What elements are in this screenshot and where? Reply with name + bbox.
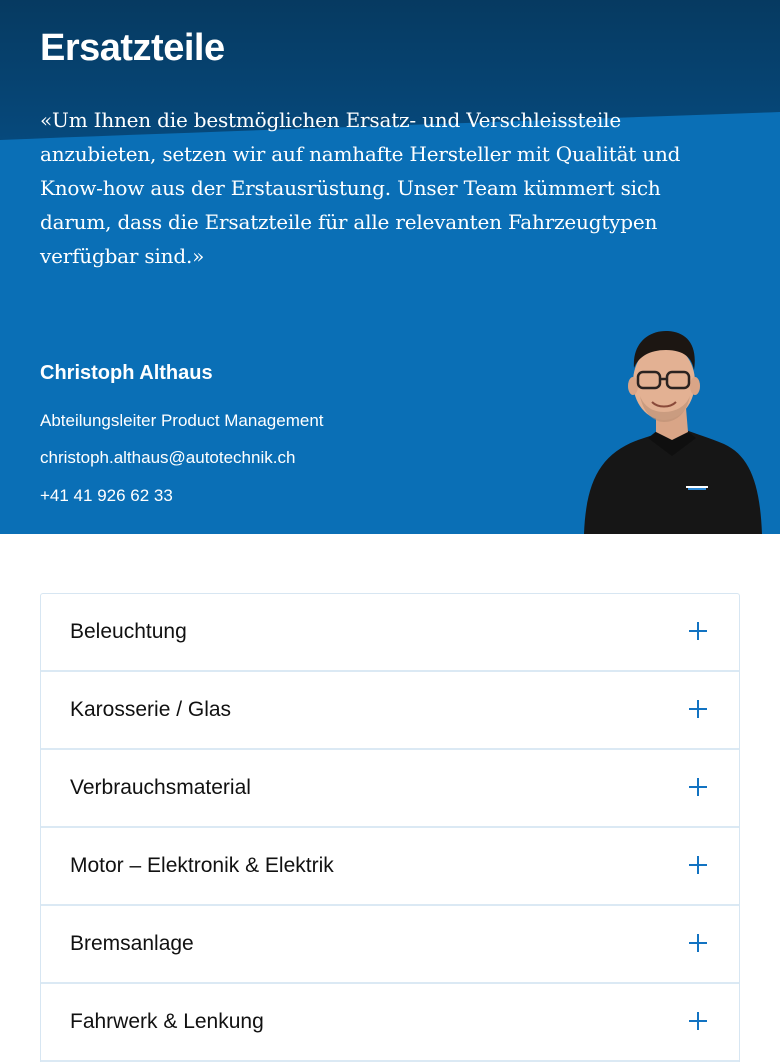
accordion-item-label: Beleuchtung bbox=[70, 620, 187, 643]
hero-quote: «Um Ihnen die bestmöglichen Ersatz- und Verschleissteile anzubieten, setzen wir auf namhafte Hersteller mit Qualität und Know-how aus der Erstausrüstung. Unser Team kümmert sich darum, dass die Ersatzteile für alle relevanten Fahrzeugtypen verfügbar sind.» bbox=[40, 108, 681, 268]
category-accordion bbox=[40, 593, 740, 1062]
accordion-item-verbrauchsmaterial[interactable] bbox=[41, 750, 739, 828]
contact-role: Abteilungsleiter Product Management bbox=[40, 411, 324, 430]
plus-icon[interactable] bbox=[689, 700, 707, 718]
plus-icon[interactable] bbox=[689, 622, 707, 640]
accordion-item-label: Bremsanlage bbox=[70, 932, 194, 955]
contact-email-link[interactable]: christoph.althaus@autotechnik.ch bbox=[40, 448, 296, 467]
accordion-item-karosserie-glas[interactable] bbox=[41, 672, 739, 750]
plus-icon[interactable] bbox=[689, 778, 707, 796]
plus-icon[interactable] bbox=[689, 856, 707, 874]
accordion-item-label: Verbrauchsmaterial bbox=[70, 776, 251, 799]
accordion-item-label: Fahrwerk & Lenkung bbox=[70, 1010, 264, 1033]
accordion-item-label: Motor – Elektronik & Elektrik bbox=[70, 854, 334, 877]
plus-icon[interactable] bbox=[689, 934, 707, 952]
accordion-item-motor-elektronik-elektrik[interactable] bbox=[41, 828, 739, 906]
accordion-item-label: Karosserie / Glas bbox=[70, 698, 232, 721]
page-title: Ersatzteile bbox=[40, 27, 225, 69]
accordion-item-fahrwerk-lenkung[interactable] bbox=[41, 984, 739, 1062]
contact-phone-link[interactable]: +41 41 926 62 33 bbox=[40, 486, 173, 505]
contact-name: Christoph Althaus bbox=[40, 362, 213, 384]
accordion-item-beleuchtung[interactable] bbox=[41, 594, 739, 672]
contact-portrait-image bbox=[578, 322, 768, 534]
plus-icon[interactable] bbox=[689, 1012, 707, 1030]
accordion-item-bremsanlage[interactable] bbox=[41, 906, 739, 984]
